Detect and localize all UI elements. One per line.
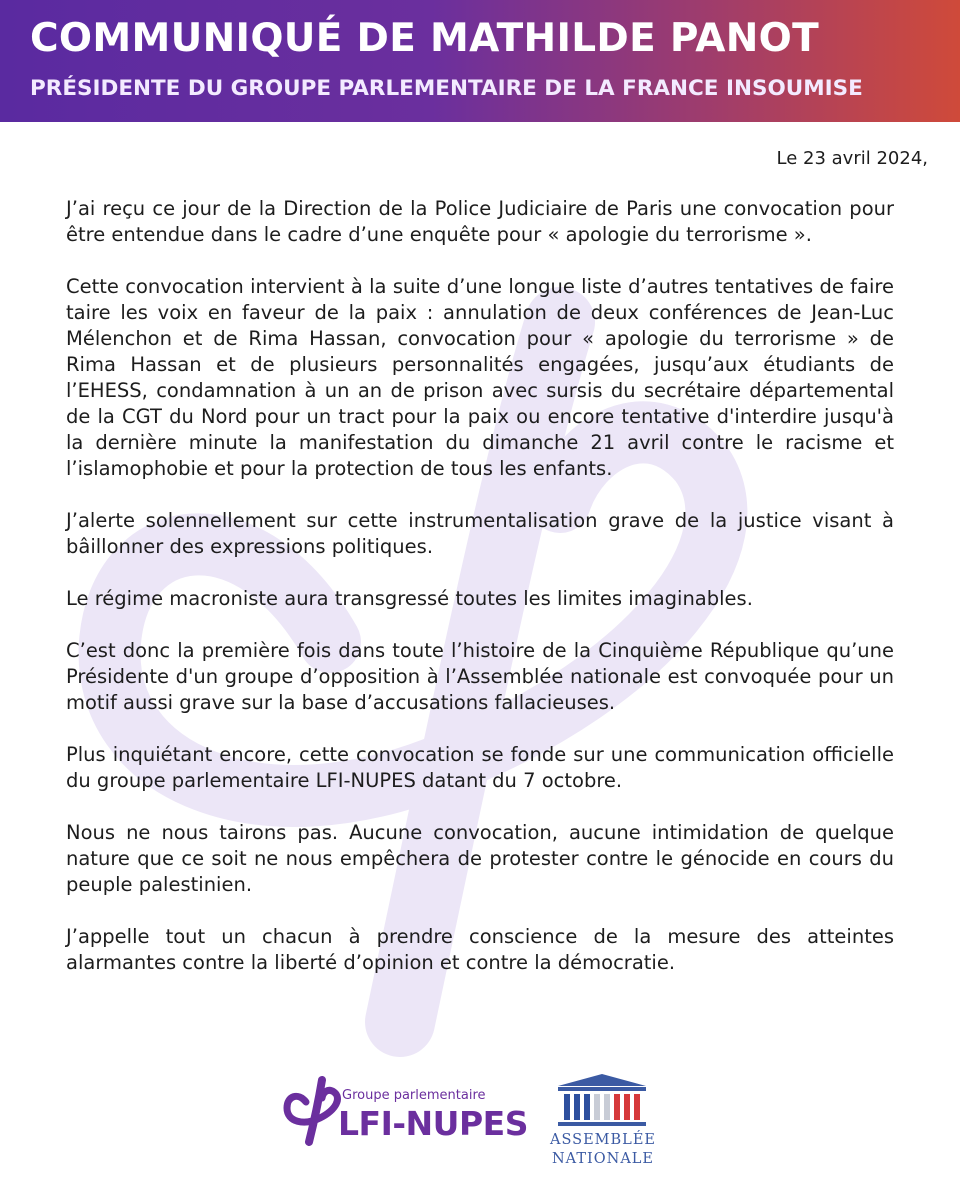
paragraph: Plus inquiétant encore, cette convocation se fonde sur une communication officielle du groupe parlementaire LFI-NUPES datant du 7 octobre. bbox=[66, 743, 894, 792]
phi-icon bbox=[282, 1074, 346, 1146]
footer-logos bbox=[0, 1060, 960, 1200]
assemblee-building-icon bbox=[554, 1070, 650, 1128]
assemblee-line1: ASSEMBLÉE bbox=[550, 1132, 656, 1148]
paragraph: J’ai reçu ce jour de la Direction de la Police Judiciaire de Paris une convocation pour être entendue dans le cadre d’une enquête pour « apologie du terrorisme ». bbox=[66, 197, 894, 246]
paragraph: Cette convocation intervient à la suite d’une longue liste d’autres tentatives de faire taire les voix en faveur de la paix : annulation de deux conférences de Jean-Luc Mélenchon et de Rima Hassan, convocation pour « apologie du terrorisme » de Rima Hassan et de plusieurs personnalités engagées, jusqu’aux étudiants de l’EHESS, condamnation à un an de prison avec sursis du secrétaire départemental de la CGT du Nord pour un tract pour la paix ou encore tentative d'interdire jusqu'à la dernière minute la manifestation du dimanche 21 avril contre le racisme et l’islamophobie et pour la protection de tous les enfants. bbox=[66, 275, 894, 480]
header-banner bbox=[0, 0, 960, 122]
lfi-name: LFI-NUPES bbox=[338, 1104, 528, 1143]
paragraph: J’alerte solennellement sur cette instrumentalisation grave de la justice visant à bâillonner des expressions politiques. bbox=[66, 509, 894, 558]
lfi-caption: Groupe parlementaire bbox=[342, 1088, 486, 1103]
page-subtitle: PRÉSIDENTE DU GROUPE PARLEMENTAIRE DE LA FRANCE INSOUMISE bbox=[30, 76, 863, 101]
document-date: Le 23 avril 2024, bbox=[776, 148, 928, 169]
paragraph: Nous ne nous tairons pas. Aucune convocation, aucune intimidation de quelque nature que ce soit ne nous empêchera de protester contre le génocide en cours du peuple palestinien. bbox=[66, 821, 894, 896]
assemblee-nationale-logo bbox=[548, 1070, 658, 1180]
communique-body bbox=[66, 196, 894, 1002]
lfi-nupes-logo bbox=[282, 1070, 528, 1148]
page-title: COMMUNIQUÉ DE MATHILDE PANOT bbox=[30, 16, 819, 61]
paragraph: J’appelle tout un chacun à prendre conscience de la mesure des atteintes alarmantes contre la liberté d’opinion et contre la démocratie. bbox=[66, 925, 894, 974]
paragraph: Le régime macroniste aura transgressé toutes les limites imaginables. bbox=[66, 587, 753, 610]
assemblee-line2: NATIONALE bbox=[551, 1151, 655, 1167]
paragraph: C’est donc la première fois dans toute l’histoire de la Cinquième République qu’une Présidente d'un groupe d’opposition à l’Assemblée nationale est convoquée pour un motif aussi grave sur la base d’accusations fallacieuses. bbox=[66, 639, 894, 714]
